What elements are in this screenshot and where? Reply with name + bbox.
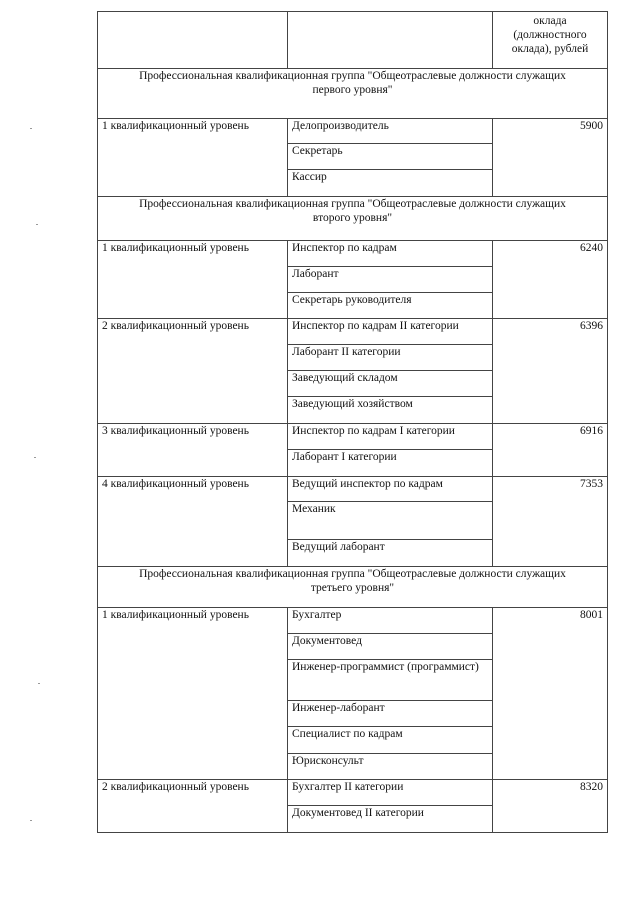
position-cell: Лаборант I категории bbox=[288, 450, 493, 477]
salary-cell: 8320 bbox=[493, 780, 608, 833]
header-cell-2 bbox=[288, 12, 493, 69]
group-title-row bbox=[98, 197, 608, 241]
position-cell: Документовед II категории bbox=[288, 806, 493, 833]
position-cell: Кассир bbox=[288, 170, 493, 197]
salary-cell: 5900 bbox=[493, 119, 608, 197]
scan-mark bbox=[38, 683, 40, 684]
position-cell: Инспектор по кадрам II категории bbox=[288, 319, 493, 345]
position-cell: Бухгалтер bbox=[288, 608, 493, 634]
group-title-row bbox=[98, 567, 608, 608]
level-label: 3 квалификационный уровень bbox=[98, 424, 288, 477]
salary-table bbox=[97, 11, 608, 833]
salary-cell: 8001 bbox=[493, 608, 608, 780]
position-cell: Инженер-лаборант bbox=[288, 701, 493, 727]
group-title: Профессиональная квалификационная группа "Общеотраслевые должности служащих третьего уровня" bbox=[98, 567, 608, 608]
salary-cell: 6916 bbox=[493, 424, 608, 477]
table-row bbox=[98, 424, 608, 450]
table-row bbox=[98, 241, 608, 267]
table-row bbox=[98, 477, 608, 502]
position-cell: Юрисконсульт bbox=[288, 754, 493, 780]
position-cell: Специалист по кадрам bbox=[288, 727, 493, 754]
header-line: (должностного bbox=[513, 29, 587, 41]
level-label: 2 квалификационный уровень bbox=[98, 780, 288, 833]
salary-cell: 6240 bbox=[493, 241, 608, 319]
position-cell: Ведущий лаборант bbox=[288, 540, 493, 567]
salary-cell: 6396 bbox=[493, 319, 608, 424]
group-title: Профессиональная квалификационная группа "Общеотраслевые должности служащих первого уровня" bbox=[98, 69, 608, 119]
scan-mark bbox=[30, 820, 32, 821]
scan-mark bbox=[36, 224, 38, 225]
group-title-row bbox=[98, 69, 608, 119]
group-title: Профессиональная квалификационная группа "Общеотраслевые должности служащих второго уровня" bbox=[98, 197, 608, 241]
table-row bbox=[98, 608, 608, 634]
header-cell-1 bbox=[98, 12, 288, 69]
level-label: 2 квалификационный уровень bbox=[98, 319, 288, 424]
header-line: оклада bbox=[533, 15, 567, 27]
scan-mark bbox=[34, 457, 36, 458]
position-cell: Секретарь bbox=[288, 144, 493, 170]
position-cell: Инженер-программист (программист) bbox=[288, 660, 493, 701]
table-row bbox=[98, 119, 608, 144]
position-cell: Инспектор по кадрам I категории bbox=[288, 424, 493, 450]
level-label: 4 квалификационный уровень bbox=[98, 477, 288, 567]
position-cell: Инспектор по кадрам bbox=[288, 241, 493, 267]
position-cell: Заведующий хозяйством bbox=[288, 397, 493, 424]
level-label: 1 квалификационный уровень bbox=[98, 119, 288, 197]
position-cell: Делопроизводитель bbox=[288, 119, 493, 144]
header-salary-cell bbox=[493, 12, 608, 69]
level-label: 1 квалификационный уровень bbox=[98, 608, 288, 780]
position-cell: Бухгалтер II категории bbox=[288, 780, 493, 806]
position-cell: Лаборант II категории bbox=[288, 345, 493, 371]
salary-cell: 7353 bbox=[493, 477, 608, 567]
table-row bbox=[98, 780, 608, 806]
table-header-row bbox=[98, 12, 608, 69]
position-cell: Секретарь руководителя bbox=[288, 293, 493, 319]
position-cell: Ведущий инспектор по кадрам bbox=[288, 477, 493, 502]
position-cell: Документовед bbox=[288, 634, 493, 660]
scan-mark bbox=[30, 128, 32, 129]
level-label: 1 квалификационный уровень bbox=[98, 241, 288, 319]
position-cell: Механик bbox=[288, 502, 493, 540]
position-cell: Заведующий складом bbox=[288, 371, 493, 397]
header-line: оклада), рублей bbox=[511, 43, 589, 55]
position-cell: Лаборант bbox=[288, 267, 493, 293]
table-row bbox=[98, 319, 608, 345]
